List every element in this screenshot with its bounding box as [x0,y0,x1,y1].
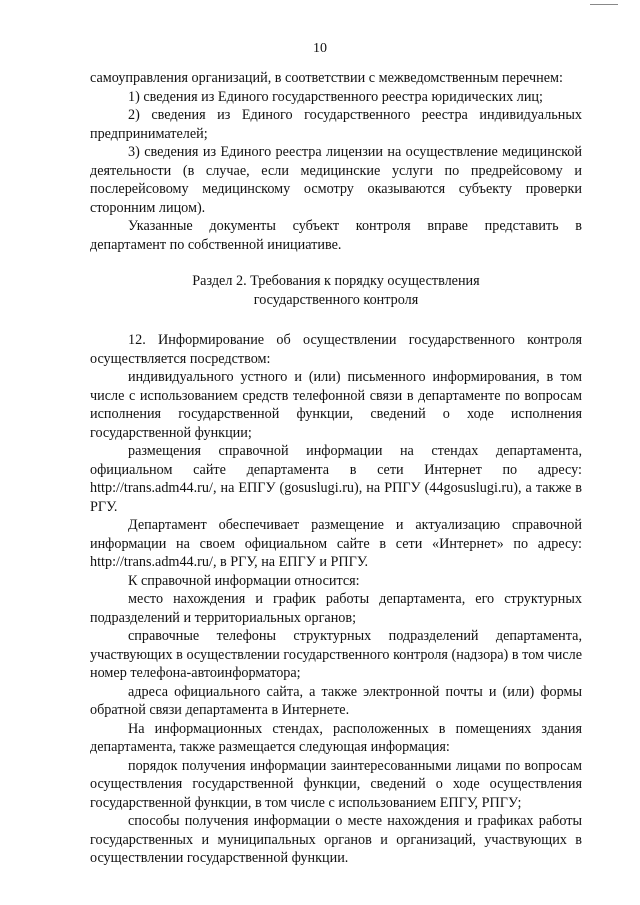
paragraph-methods: способы получения информации о месте нахождения и графиках работы государственных и муниципальных органов и организаций, участвующих в осуществлении государственной функции. [90,813,582,866]
intro-item-3: 3) сведения из Единого реестра лицензии на осуществление медицинской деятельности (в случае, если медицинские услуги по предрейсовому и послерейсовому медицинскому осмотру оказываются субъекту проверки сторонним лицом). [90,144,582,216]
intro-item-1: 1) сведения из Единого государственного реестра юридических лиц; [128,88,543,105]
paragraph-reference-intro: К справочной информации относится: [128,572,360,589]
page-text [90,69,582,868]
paragraph-reference-phones: справочные телефоны структурных подразделений департамента, участвующих в осуществлении государственного контроля (надзора) в том числе номер телефона-автоинформатора; [90,628,582,681]
paragraph-procedure: порядок получения информации заинтересованными лицами по вопросам осуществления государственной функции, сведений о ходе осуществления государственной функции, в том числе с использованием ЕПГУ, РПГУ; [90,757,582,811]
intro-closing: Указанные документы субъект контроля вправе представить в департамент по собственной инициативе. [90,218,582,253]
paragraph-individual-informing: индивидуального устного и (или) письменного информирования, в том числе с использованием средств телефонной связи в департаменте по вопросам исполнения государственной функции, сведений о ходе исполнения государственной функции; [90,369,582,441]
section-heading [90,272,582,309]
page-number: 10 [313,41,327,56]
intro-item-2: 2) сведения из Единого государственного реестра индивидуальных предпринимателей; [90,107,582,142]
paragraph-website-addresses: адреса официального сайта, а также электронной почты и (или) формы обратной связи департамента в Интернете. [90,683,582,718]
paragraph-info-placement: размещения справочной информации на стендах департамента, официальном сайте департамента в сети Интернет по адресу: http://trans.adm44.ru/, на ЕПГУ (gosuslugi.ru), на РПГУ (44gosuslugi.ru), а также в РГУ. [90,443,582,515]
intro-lead: самоуправления организаций, в соответствии с межведомственным перечнем: [90,70,563,86]
section-title-line-1: Раздел 2. Требования к порядку осуществления [192,273,480,289]
paragraph-department-website: Департамент обеспечивает размещение и актуализацию справочной информации на своем официальном сайте в сети «Интернет» по адресу: http://trans.adm44.ru/, в РГУ, на ЕПГУ и РПГУ. [90,517,582,570]
paragraph-12: 12. Информирование об осуществлении государственного контроля осуществляется посредством: [90,332,582,367]
section-title-line-2: государственного контроля [253,291,419,308]
scan-edge-mark [590,4,618,5]
paragraph-location-schedule: место нахождения и график работы департамента, его структурных подразделений и территориальных органов; [90,591,582,626]
paragraph-info-stands: На информационных стендах, расположенных в помещениях здания департамента, также размещается следующая информация: [90,720,582,755]
